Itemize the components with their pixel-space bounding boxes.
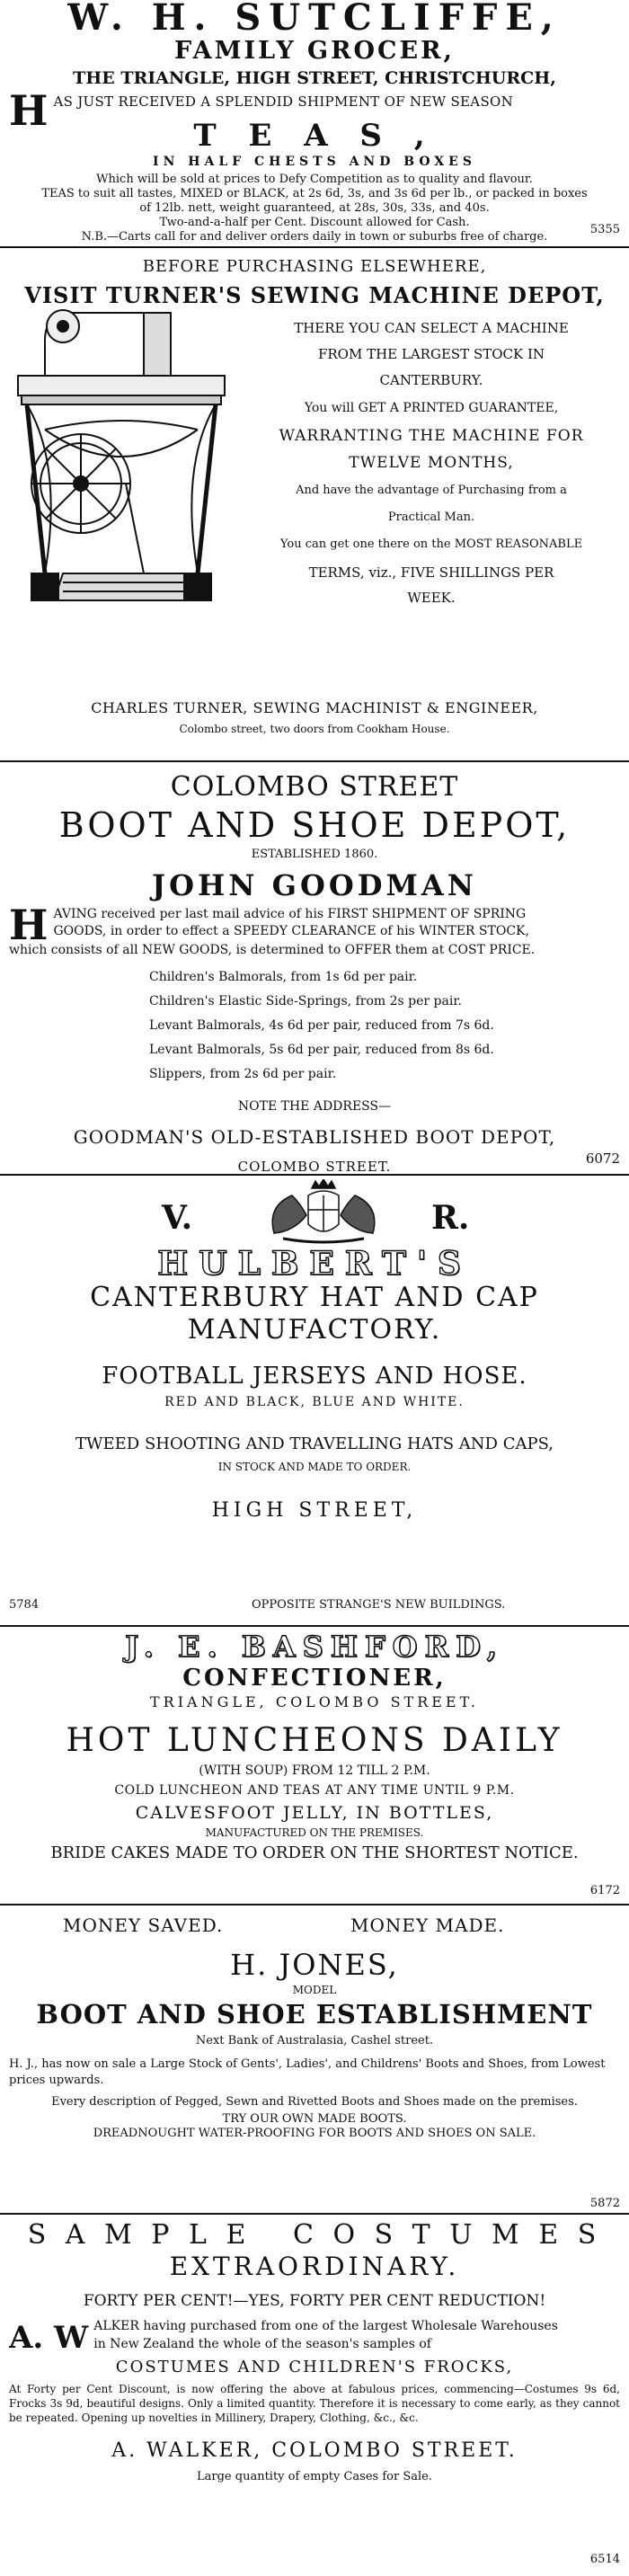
walker-signature: A. WALKER, COLOMBO STREET. bbox=[111, 2439, 518, 2462]
bashford-jelly: CALVESFOOT JELLY, IN BOTTLES, bbox=[135, 1803, 494, 1823]
goodman-price-4: Levant Balmorals, 5s 6d per pair, reduced from 8s 6d. bbox=[149, 1043, 494, 1057]
goodman-ref: 6072 bbox=[585, 1150, 620, 1167]
bashford-address: TRIANGLE, COLOMBO STREET. bbox=[149, 1693, 480, 1710]
sewing-machine-illustration bbox=[9, 304, 234, 609]
royal-crest-row bbox=[9, 1177, 620, 1246]
jones-body-1: H. J., has now on sale a Large Stock of Gents', Ladies', and Childrens' Boots and Shoes, from Lowest prices upwards. bbox=[9, 2057, 606, 2087]
ad-hulbert bbox=[0, 1177, 629, 1627]
bashford-with-soup: (WITH SOUP) FROM 12 TILL 2 P.M. bbox=[199, 1763, 430, 1778]
goodman-established: ESTABLISHED 1860. bbox=[251, 848, 378, 861]
sutcliffe-name: W. H. SUTCLIFFE, bbox=[67, 0, 562, 38]
divider bbox=[0, 1904, 629, 1905]
sutcliffe-body-2: TEAS to suit all tastes, MIXED or BLACK, at 2s 6d, 3s, and 3s 6d per lb., or packed in boxes of 12lb. nett, weight guaranteed, at 28s, 30s, 33s, and 40s. bbox=[41, 187, 588, 215]
hulbert-tweed: TWEED SHOOTING AND TRAVELLING HATS AND CAPS, bbox=[75, 1435, 554, 1453]
goodman-name: JOHN GOODMAN bbox=[152, 868, 477, 902]
hulbert-stock: IN STOCK AND MADE TO ORDER. bbox=[217, 1461, 412, 1473]
goodman-price-5: Slippers, from 2s 6d per pair. bbox=[149, 1067, 337, 1081]
walker-headline-2: EXTRAORDINARY. bbox=[169, 2252, 460, 2281]
bashford-headline: HOT LUNCHEONS DAILY bbox=[66, 1722, 563, 1759]
sutcliffe-product: T E A S , bbox=[193, 120, 436, 151]
sutcliffe-announce: AS JUST RECEIVED A SPLENDID SHIPMENT OF NEW SEASON bbox=[53, 93, 514, 110]
sutcliffe-address: THE TRIANGLE, HIGH STREET, CHRISTCHURCH, bbox=[73, 68, 556, 88]
sutcliffe-body-3: Two-and-a-half per Cent. Discount allowed for Cash. bbox=[159, 216, 470, 229]
sutcliffe-drop-letter: H bbox=[9, 92, 49, 131]
turner-line-10: TERMS, viz., FIVE SHILLINGS PER bbox=[308, 564, 554, 581]
royal-crest-icon bbox=[256, 1179, 391, 1244]
royal-v: V. bbox=[162, 1199, 193, 1237]
hulbert-colours: RED AND BLACK, BLUE AND WHITE. bbox=[164, 1395, 465, 1409]
sutcliffe-packing: IN HALF CHESTS AND BOXES bbox=[153, 155, 476, 169]
jones-money-made: MONEY MADE. bbox=[350, 1914, 505, 1936]
turner-line-2: FROM THE LARGEST STOCK IN bbox=[317, 346, 545, 362]
jones-dreadnought: DREADNOUGHT WATER-PROOFING FOR BOOTS AND SHOES ON SALE. bbox=[93, 2127, 536, 2140]
turner-line-3: CANTERBURY. bbox=[379, 372, 483, 388]
turner-location: Colombo street, two doors from Cookham House. bbox=[179, 723, 450, 735]
jones-name: H. JONES, bbox=[230, 1948, 399, 1982]
hulbert-ref: 5784 bbox=[9, 1598, 40, 1612]
turner-line-7: And have the advantage of Purchasing from a bbox=[296, 484, 567, 497]
goodman-intro-2: GOODS, in order to effect a SPEEDY CLEARANCE of his WINTER STOCK, bbox=[53, 924, 529, 938]
divider bbox=[0, 1174, 629, 1176]
turner-line-8: Practical Man. bbox=[387, 511, 475, 524]
bashford-trade: CONFECTIONER, bbox=[182, 1665, 447, 1692]
ad-turner bbox=[0, 250, 629, 753]
sutcliffe-body-4: N.B.—Carts call for and deliver orders daily in town or suburbs free of charge. bbox=[81, 230, 548, 244]
turner-copy bbox=[243, 315, 620, 609]
jones-location: Next Bank of Australasia, Cashel street. bbox=[195, 2034, 434, 2047]
ad-walker bbox=[0, 2218, 629, 2576]
hulbert-opposite: OPPOSITE STRANGE'S NEW BUILDINGS. bbox=[252, 1598, 506, 1612]
goodman-price-1: Children's Balmorals, from 1s 6d per pair. bbox=[149, 970, 418, 984]
jones-money-saved: MONEY SAVED. bbox=[63, 1914, 224, 1936]
goodman-street-2: COLOMBO STREET. bbox=[237, 1159, 392, 1175]
bashford-name: J. E. BASHFORD, bbox=[125, 1630, 504, 1664]
divider bbox=[0, 2213, 629, 2215]
goodman-headline: BOOT AND SHOE DEPOT, bbox=[58, 805, 571, 845]
sutcliffe-body-1: Which will be sold at prices to Defy Competition as to quality and flavour. bbox=[96, 173, 533, 186]
goodman-intro-3: which consists of all NEW GOODS, is determined to OFFER them at COST PRICE. bbox=[9, 943, 536, 957]
walker-intro-1: ALKER having purchased from one of the largest Wholesale Warehouses bbox=[93, 2319, 558, 2333]
walker-forty: FORTY PER CENT!—YES, FORTY PER CENT REDUCTION! bbox=[83, 2292, 546, 2310]
walker-cases: Large quantity of empty Cases for Sale. bbox=[197, 2470, 432, 2483]
turner-line-9: You can get one there on the MOST REASONABLE bbox=[279, 537, 583, 551]
hulbert-headline-1: CANTERBURY HAT AND CAP bbox=[90, 1282, 539, 1313]
divider bbox=[0, 246, 629, 248]
goodman-street: COLOMBO STREET bbox=[170, 771, 459, 803]
hulbert-jerseys: FOOTBALL JERSEYS AND HOSE. bbox=[102, 1363, 527, 1390]
goodman-price-list bbox=[9, 965, 620, 1087]
goodman-price-2: Children's Elastic Side-Springs, from 2s per pair. bbox=[149, 994, 462, 1008]
jones-try: TRY OUR OWN MADE BOOTS. bbox=[222, 2112, 407, 2126]
sutcliffe-trade: FAMILY GROCER, bbox=[174, 38, 455, 65]
walker-drop-letter: A. W bbox=[9, 2320, 89, 2356]
ad-jones bbox=[0, 1907, 629, 2213]
hulbert-headline-2: MANUFACTORY. bbox=[187, 1314, 442, 1346]
bashford-cold: COLD LUNCHEON AND TEAS AT ANY TIME UNTIL 9 P.M. bbox=[114, 1783, 515, 1798]
jones-money-row bbox=[9, 1907, 620, 1941]
walker-ref: 6514 bbox=[589, 2553, 620, 2566]
hulbert-street: HIGH STREET, bbox=[211, 1499, 418, 1522]
bashford-manufactured: MANUFACTURED ON THE PREMISES. bbox=[205, 1826, 424, 1839]
turner-line-4: You will GET A PRINTED GUARANTEE, bbox=[304, 401, 559, 415]
goodman-drop-letter: H bbox=[9, 906, 49, 949]
ad-goodman bbox=[0, 764, 629, 1175]
turner-line-6: TWELVE MONTHS, bbox=[349, 454, 514, 472]
bashford-ref: 6172 bbox=[589, 1884, 620, 1897]
royal-r: R. bbox=[431, 1199, 470, 1237]
divider bbox=[0, 1625, 629, 1627]
walker-costumes: COSTUMES AND CHILDREN'S FROCKS, bbox=[115, 2358, 514, 2376]
hulbert-name: HULBERT'S bbox=[157, 1246, 472, 1282]
turner-line-1: THERE YOU CAN SELECT A MACHINE bbox=[294, 320, 569, 336]
goodman-note: NOTE THE ADDRESS— bbox=[237, 1099, 392, 1114]
walker-body: At Forty per Cent Discount, is now offering the above at fabulous prices, commencing—Costumes 9s 6d, Frocks 3s 9d, beautiful designs. Only a limited quantity. Therefore it is necessary to come early, as they cannot be repeated. Opening up novelties in Millinery, Drapery, Clothing, &c., &c. bbox=[9, 2383, 620, 2424]
turner-kicker: BEFORE PURCHASING ELSEWHERE, bbox=[142, 257, 487, 276]
walker-headline-1: S A M P L E C O S T U M E S bbox=[27, 2219, 602, 2251]
goodman-price-3: Levant Balmorals, 4s 6d per pair, reduced from 7s 6d. bbox=[149, 1018, 494, 1033]
jones-body-2: Every description of Pegged, Sewn and Rivetted Boots and Shoes made on the premises. bbox=[51, 2095, 578, 2109]
bashford-bride: BRIDE CAKES MADE TO ORDER ON THE SHORTEST NOTICE. bbox=[50, 1843, 579, 1862]
jones-model: MODEL bbox=[292, 1984, 337, 1996]
goodman-address: GOODMAN'S OLD-ESTABLISHED BOOT DEPOT, bbox=[73, 1126, 556, 1148]
walker-intro-2: in New Zealand the whole of the season's samples of bbox=[93, 2337, 431, 2351]
divider bbox=[0, 760, 629, 762]
ad-sutcliffe bbox=[0, 0, 629, 244]
sutcliffe-ref: 5355 bbox=[589, 223, 620, 236]
turner-proprietor: CHARLES TURNER, SEWING MACHINIST & ENGINEER, bbox=[91, 699, 538, 716]
jones-headline: BOOT AND SHOE ESTABLISHMENT bbox=[36, 1999, 593, 2030]
goodman-intro-1: AVING received per last mail advice of his FIRST SHIPMENT OF SPRING bbox=[53, 907, 527, 921]
ad-bashford bbox=[0, 1629, 629, 1898]
turner-headline: VISIT TURNER'S SEWING MACHINE DEPOT, bbox=[24, 282, 605, 308]
turner-line-5: WARRANTING THE MACHINE FOR bbox=[279, 427, 584, 445]
turner-line-11: WEEK. bbox=[407, 590, 456, 606]
jones-ref: 5872 bbox=[589, 2197, 620, 2210]
